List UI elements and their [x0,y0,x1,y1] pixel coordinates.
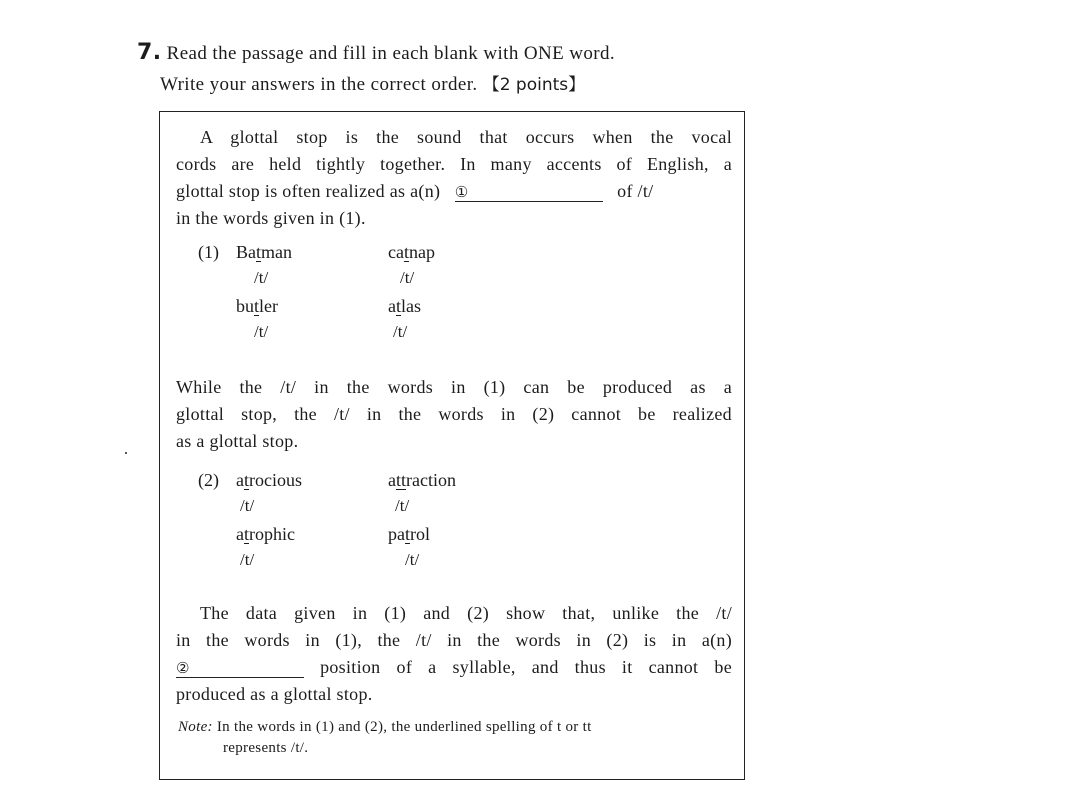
p2-line-1: While the /t/ in the words in (1) can be produced as a [176,377,732,397]
question-header [137,40,757,96]
p3-line-3b: position of a syllable, and thus it cannot be [320,657,732,677]
example-ipa: /t/ [240,550,255,569]
example-ipa: /t/ [393,322,408,341]
example-1-label: (1) [198,242,219,262]
example-ipa: /t/ [395,496,410,515]
example-word: atrocious [236,470,303,490]
example-ipa: /t/ [400,268,415,287]
example-word: patrol [388,524,431,544]
note-line-2: represents /t/. [223,740,309,756]
example-word: butler [236,296,278,316]
blank-2: ② [176,659,304,678]
question-line-2 [160,70,757,96]
paragraph-1 [176,124,732,232]
note [178,719,734,757]
p3-line-2: in the words in (1), the /t/ in the words in (2) is in a(n) [176,630,732,650]
question-instruction-2: Write your answers in the correct order. [160,74,478,95]
p2-line-3: as a glottal stop. [176,431,299,451]
example-word: atrophic [236,524,295,544]
example-word: catnap [388,242,435,262]
p1-line-3 [176,178,732,205]
example-2 [198,470,498,580]
blank-1: ① [455,183,603,202]
p1-line-3a: glottal stop is often realized as a(n) [176,181,441,201]
p3-line-3 [176,654,732,681]
example-word: attraction [388,470,456,490]
note-label: Note: [178,719,213,735]
p1-line-3b: of /t/ [617,181,654,201]
paragraph-2 [176,374,732,455]
p1-line-4: in the words given in (1). [176,208,366,228]
question-number: 7. [137,40,162,65]
example-ipa: /t/ [254,322,269,341]
example-ipa: /t/ [254,268,269,287]
example-word: atlas [388,296,422,316]
example-2-label: (2) [198,470,219,490]
p1-line-1: A glottal stop is the sound that occurs when the vocal [200,127,732,147]
points-label: 【2 points】 [482,75,586,95]
p3-line-4: produced as a glottal stop. [176,684,373,704]
example-ipa: /t/ [405,550,420,569]
passage-box [159,111,745,780]
p1-line-2: cords are held tightly together. In many accents of English, a [176,154,732,174]
example-1 [198,242,498,352]
p3-line-1: The data given in (1) and (2) show that, unlike the /t/ [200,603,732,623]
paragraph-3 [176,600,732,708]
question-line-1 [137,40,757,70]
note-line-1: In the words in (1) and (2), the underlined spelling of t or tt [216,719,592,735]
example-word: Batman [236,242,293,262]
p2-line-2: glottal stop, the /t/ in the words in (2) cannot be realized [176,404,732,424]
stray-mark [125,452,127,454]
example-ipa: /t/ [240,496,255,515]
question-instruction: Read the passage and fill in each blank with ONE word. [166,43,616,64]
